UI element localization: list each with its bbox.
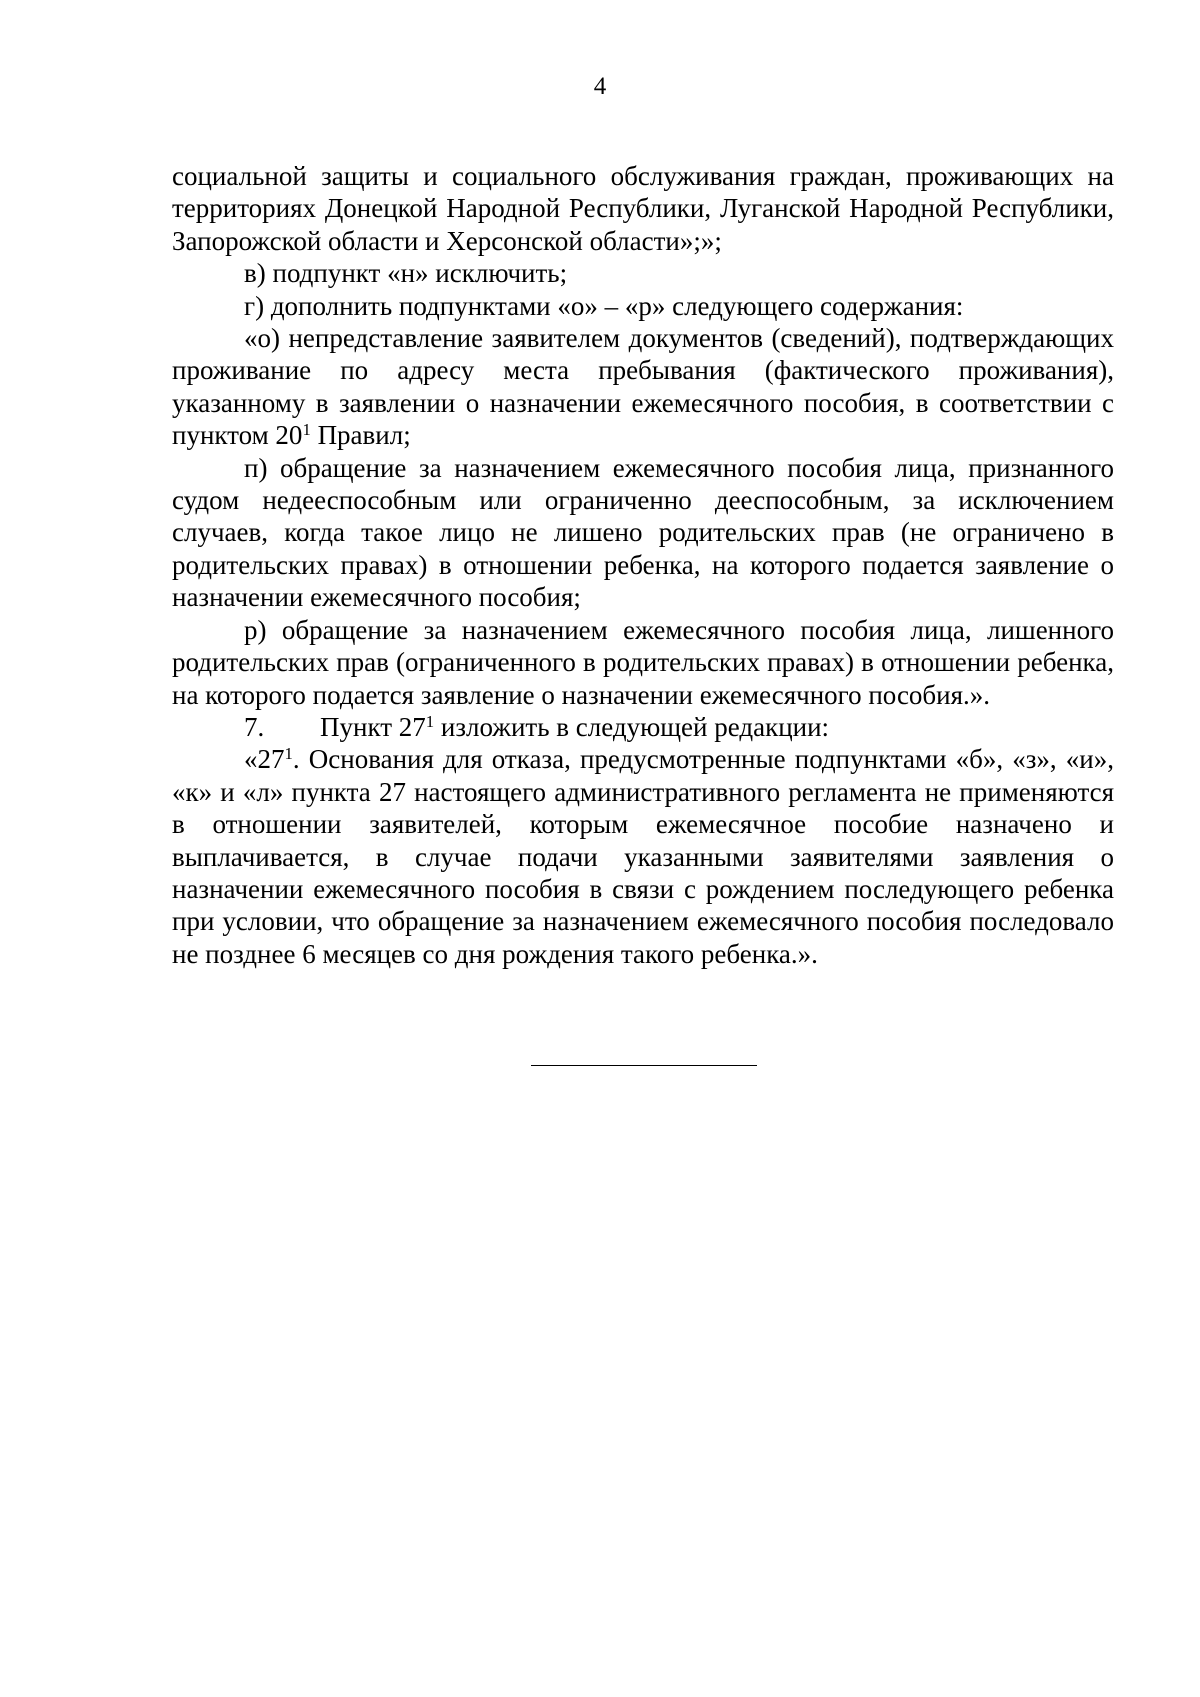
paragraph-subitem-o xyxy=(172,322,1114,452)
paragraph-subitem-p: п) обращение за назначением ежемесячного пособия лица, признанного судом недееспособным или ограниченно дееспособным, за исключением случаев, когда такое лицо не лишено родительских прав (не ограничено в родительских правах) в отношении ребенка, на которого подается заявление о назначении ежемесячного пособия; xyxy=(172,452,1114,613)
item-number: 7. xyxy=(244,711,265,742)
paragraph-text: «27 xyxy=(244,744,285,775)
paragraph-text: изложить в следующей редакции: xyxy=(434,711,830,742)
paragraph-subitem-v: в) подпункт «н» исключить; xyxy=(244,258,568,289)
paragraph-subitem-g: г) дополнить подпунктами «о» – «р» следующего содержания: xyxy=(244,290,964,321)
paragraph-text: «о) непредставление заявителем документов (сведений), подтверждающих проживание по адресу места пребывания (фактического проживания), указанному в заявлении о назначении ежемесячного пособия, в соответствии с пунктом 20 xyxy=(172,323,1114,451)
end-separator-line xyxy=(531,1065,757,1066)
superscript: 1 xyxy=(302,420,311,440)
paragraph-text: Правил; xyxy=(310,420,411,451)
document-body xyxy=(172,160,1114,970)
paragraph-item-7 xyxy=(172,711,1114,743)
paragraph-subitem-r: р) обращение за назначением ежемесячного пособия лица, лишенного родительских прав (ограниченного в родительских правах) в отношении ребенка, на которого подается заявление о назначении ежемесячного пособия.». xyxy=(172,614,1114,710)
superscript: 1 xyxy=(284,744,293,764)
paragraph-continuation: социальной защиты и социального обслуживания граждан, проживающих на территориях Донецкой Народной Республики, Луганской Народной Республики, Запорожской области и Херсонской области»;»; xyxy=(172,161,1114,256)
superscript: 1 xyxy=(425,711,435,731)
paragraph-item-27-1 xyxy=(172,743,1114,970)
paragraph-text: . Основания для отказа, предусмотренные подпунктами «б», «з», «и», «к» и «л» пункта 27 настоящего административного регламента не применяются в отношении заявителей, которым ежемесячное пособие назначено и выплачивается, в случае подачи указанными заявителями заявления о назначении ежемесячного пособия в связи с рождением последующего ребенка при условии, что обращение за назначением ежемесячного пособия последовало не позднее 6 месяцев со дня рождения такого ребенка.». xyxy=(172,744,1114,969)
paragraph-text: Пункт 27 xyxy=(320,711,426,742)
page-number: 4 xyxy=(593,73,607,100)
